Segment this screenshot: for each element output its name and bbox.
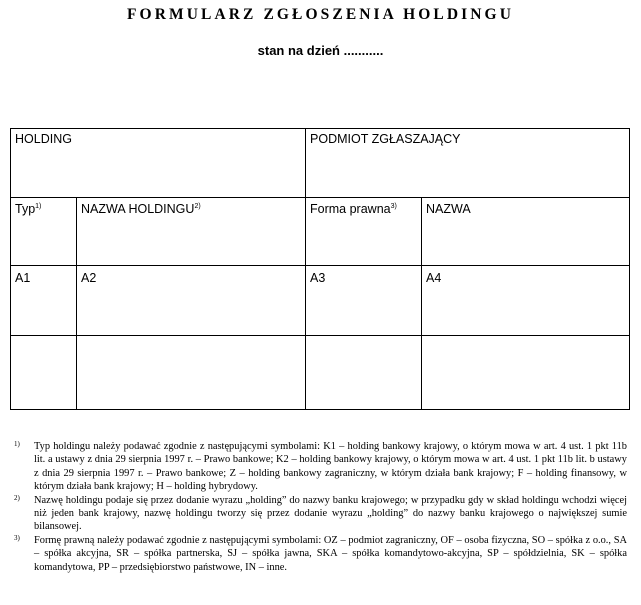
footnote-3 bbox=[14, 534, 627, 574]
holding-name-column-header bbox=[77, 197, 306, 265]
entry-cell-typ[interactable] bbox=[11, 335, 77, 409]
cell-a2: A2 bbox=[77, 265, 306, 335]
legal-form-label: Forma prawna bbox=[310, 201, 391, 216]
reporting-entity-header bbox=[306, 129, 630, 198]
entry-cell-holding-name[interactable] bbox=[77, 335, 306, 409]
entry-cell-legal-form[interactable] bbox=[306, 335, 422, 409]
footnote-2 bbox=[14, 494, 627, 534]
footnote-number: 1) bbox=[14, 440, 20, 448]
form-date-line: stan na dzień ........... bbox=[257, 43, 384, 58]
entry-cell-name[interactable] bbox=[422, 335, 630, 409]
footnote-ref-1: 1) bbox=[35, 202, 42, 210]
footnote-text: Nazwę holdingu podaje się przez dodanie wyrazu „holding” do nazwy banku krajowego; w przypadku gdy w skład holdingu wchodzi więcej niż jeden bank krajowy, nazwę holdingu tworzy się przez dodanie wyrazu „holding” do nazwy banku krajowego o największej sumie bilansowej. bbox=[34, 494, 627, 533]
form-title: FORMULARZ ZGŁOSZENIA HOLDINGU bbox=[126, 6, 515, 23]
footnote-number: 2) bbox=[14, 493, 20, 502]
footnote-1 bbox=[14, 440, 627, 494]
footnote-ref-3: 3) bbox=[390, 202, 397, 210]
typ-label: Typ bbox=[15, 201, 36, 216]
name-label: NAZWA bbox=[426, 201, 471, 216]
holding-form-table bbox=[10, 128, 630, 410]
legal-form-column-header bbox=[306, 197, 422, 265]
holding-label: HOLDING bbox=[15, 132, 72, 146]
cell-a3: A3 bbox=[306, 265, 422, 335]
table-code-row bbox=[11, 265, 630, 335]
footnote-number: 3) bbox=[14, 533, 20, 542]
cell-a4: A4 bbox=[422, 265, 630, 335]
footnote-ref-2: 2) bbox=[194, 202, 201, 210]
reporting-entity-label: PODMIOT ZGŁASZAJĄCY bbox=[310, 132, 461, 146]
holding-name-label: NAZWA HOLDINGU bbox=[81, 201, 195, 216]
footnotes bbox=[14, 440, 627, 574]
table-column-labels-row bbox=[11, 197, 630, 265]
holding-section-header bbox=[11, 129, 306, 198]
table-header-row bbox=[11, 129, 630, 198]
footnote-text: Formę prawną należy podawać zgodnie z następującymi symbolami: OZ – podmiot zagraniczny, OF – osoba fizyczna, SO – spółka z o.o., SA – spółka akcyjna, SR – spółka partnerska, SJ – spółka jawna, SKA – spółka komandytowo-akcyjna, SP – spółdzielnia, SK – spółka komandytowa, PP – przedsiębiorstwo państwowe, IN – inne. bbox=[34, 534, 627, 573]
name-column-header bbox=[422, 197, 630, 265]
table-entry-row bbox=[11, 335, 630, 409]
cell-a1: A1 bbox=[11, 265, 77, 335]
typ-column-header bbox=[11, 197, 77, 265]
footnote-text: Typ holdingu należy podawać zgodnie z następującymi symbolami: K1 – holding bankowy krajowy, o którym mowa w art. 4 ust. 1 pkt 11b lit. a ustawy z dnia 29 sierpnia 1997 r. – Prawo bankowe; K2 – holding bankowy krajowy, o którym mowa w art. 4 ust. 1 pkt 11b lit. b ustawy z dnia 29 sierpnia 1997 r. – Prawo bankowe; Z – holding bankowy zagraniczny, w którym działa bank krajowy; F – holding finansowy, w którym działa bank krajowy; H – holding hybrydowy. bbox=[34, 441, 627, 493]
